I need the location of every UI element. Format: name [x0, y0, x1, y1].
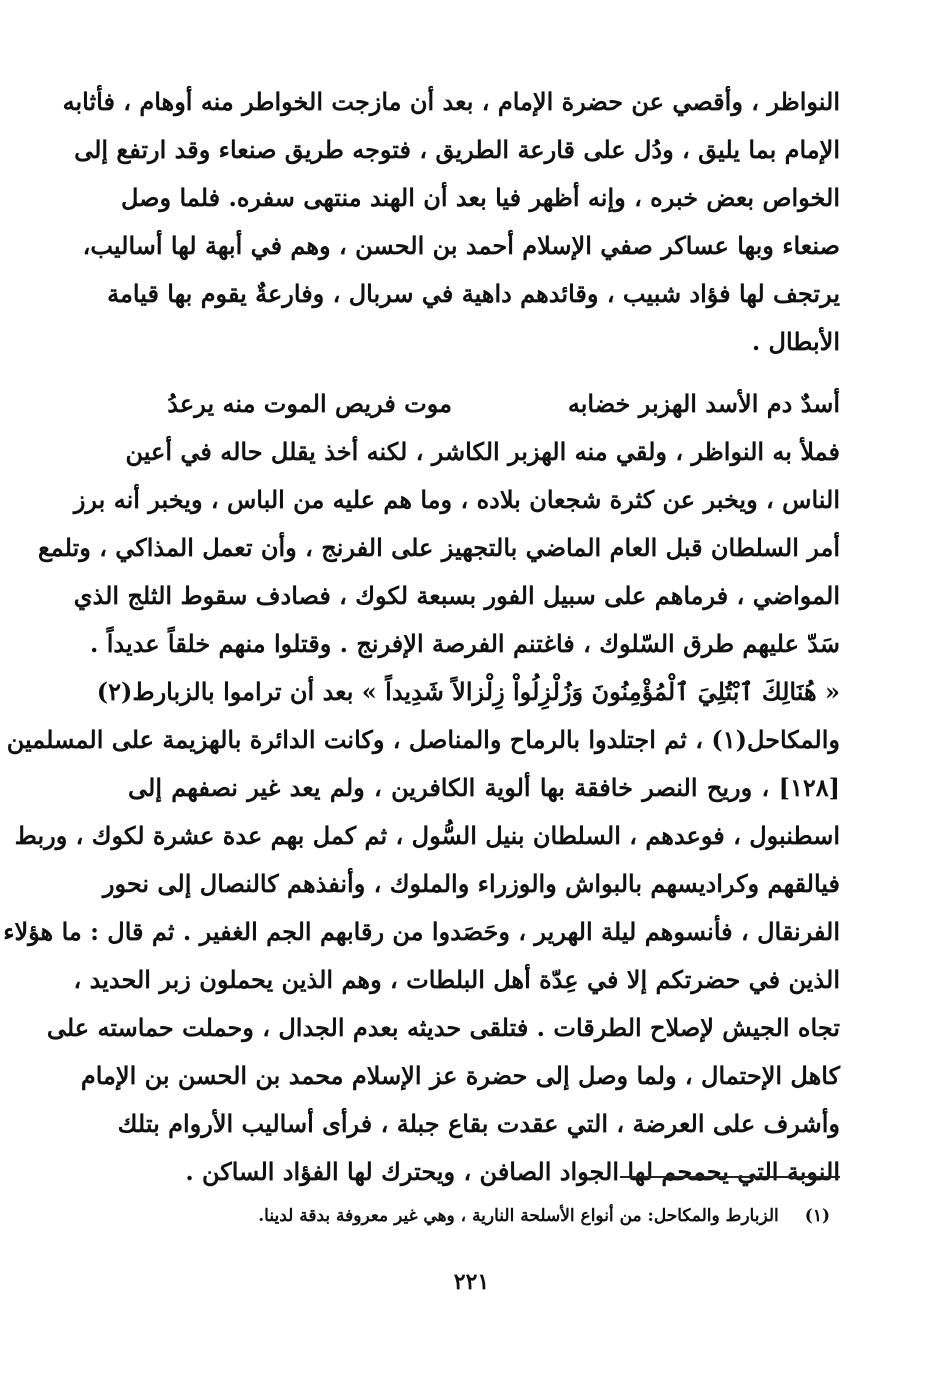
text-line: النواظر ، وأقصي عن حضرة الإمام ، بعد أن مازجت الخواطر منه أوهام ، فأثابه	[62, 87, 840, 116]
footnote-number: (١)	[804, 1206, 830, 1226]
text-line: كاهل الإحتمال ، ولما وصل إلى حضرة عز الإسلام محمد بن الحسن بن الإمام	[80, 1061, 840, 1090]
text-line: المواضي ، فرماهم على سبيل الفور بسبعة لكوك ، فصادف سقوط الثلج الذي	[73, 581, 840, 610]
text-line: سَدّ عليهم طرق السّلوك ، فاغتنم الفرصة الإفرنج . وقتلوا منهم خلقاً عديداً .	[90, 629, 840, 658]
paragraph-2	[3, 428, 840, 1196]
text-line: فيالقهم وكراديسهم بالبواش والوزراء والملوك ، وأنفذهم كالنصال إلى نحور	[102, 869, 840, 898]
text-line: [١٢٨] ، وريح النصر خافقة بها ألوية الكافرين ، ولم يعد غير نصفهم إلى	[128, 773, 840, 802]
text-line: الفرنقال ، فأنسوهم ليلة الهرير ، وحَصَدوا من رقابهم الجم الغفير . ثم قال : ما هؤلاء	[3, 917, 840, 946]
text-line: وأشرف على العرضة ، التي عقدت بقاع جبلة ، فرأى أساليب الأروام بتلك	[117, 1109, 840, 1138]
text-line: صنعاء وبها عساكر صفي الإسلام أحمد بن الحسن ، وهم في أبهة لها أساليب،	[82, 231, 840, 260]
footnote-divider	[620, 1176, 840, 1178]
page-number: ٢٢١	[453, 1269, 490, 1295]
text-line: أمر السلطان قبل العام الماضي بالتجهيز على الفرنج ، وأن تعمل المذاكي ، وتلمع	[37, 533, 840, 562]
footnote	[200, 1200, 830, 1232]
footnote-text: الزبارط والمكاحل: من أنواع الأسلحة النارية ، وهي غير معروفة بدقة لدينا.	[258, 1206, 779, 1226]
text-line: الإمام بما يليق ، ودُل على قارعة الطريق ، فتوجه طريق صنعاء وقد ارتفع إلى	[74, 135, 840, 164]
text-line: الخواص بعض خبره ، وإنه أظهر فيا بعد أن الهند منتهى سفره. فلما وصل	[121, 183, 840, 212]
text-line: فملأ به النواظر ، ولقي منه الهزبر الكاشر ، لكنه أخذ يقلل حاله في أعين	[125, 437, 840, 466]
text-line: الأبطال .	[751, 327, 840, 356]
poetry-verse	[150, 380, 840, 428]
quran-quote-line: « هُنَالِكَ ٱبْتُلِيَ ٱلْمُؤْمِنُونَ وَزُلْزِلُواْ زِلْزالاً شَدِيداً » بعد أن تراموا بالزبارط(٢)	[96, 677, 840, 706]
text-line: والمكاحل(١) ، ثم اجتلدوا بالرماح والمناصل ، وكانت الدائرة بالهزيمة على المسلمين	[6, 725, 840, 754]
text-line: الذين في حضرتكم إلا في عِدّة أهل البلطات ، وهم الذين يحملون زبر الحديد ،	[73, 965, 840, 994]
text-line: اسطنبول ، فوعدهم ، السلطان بنيل السُّول ، ثم كمل بهم عدة عشرة لكوك ، وربط	[14, 821, 840, 850]
text-line: الناس ، ويخبر عن كثرة شجعان بلاده ، وما هم عليه من الباس ، ويخبر أنه برز	[73, 485, 840, 514]
text-line: يرتجف لها فؤاد شبيب ، وقائدهم داهية في سربال ، وفارعةٌ يقوم بها قيامة	[107, 279, 840, 308]
verse-first-hemistich: أسدٌ دم الأسد الهزبر خضابه	[567, 389, 840, 418]
text-line: تجاه الجيش لإصلاح الطرقات . فتلقى حديثه بعدم الجدال ، وحملت حماسته على	[46, 1013, 840, 1042]
verse-second-hemistich: موت فريص الموت منه يرعدُ	[167, 389, 452, 418]
text-line: النوبة التي يحمحم لها الجواد الصافن ، ويحترك لها الفؤاد الساكن .	[185, 1157, 840, 1186]
paragraph-1	[62, 78, 840, 366]
